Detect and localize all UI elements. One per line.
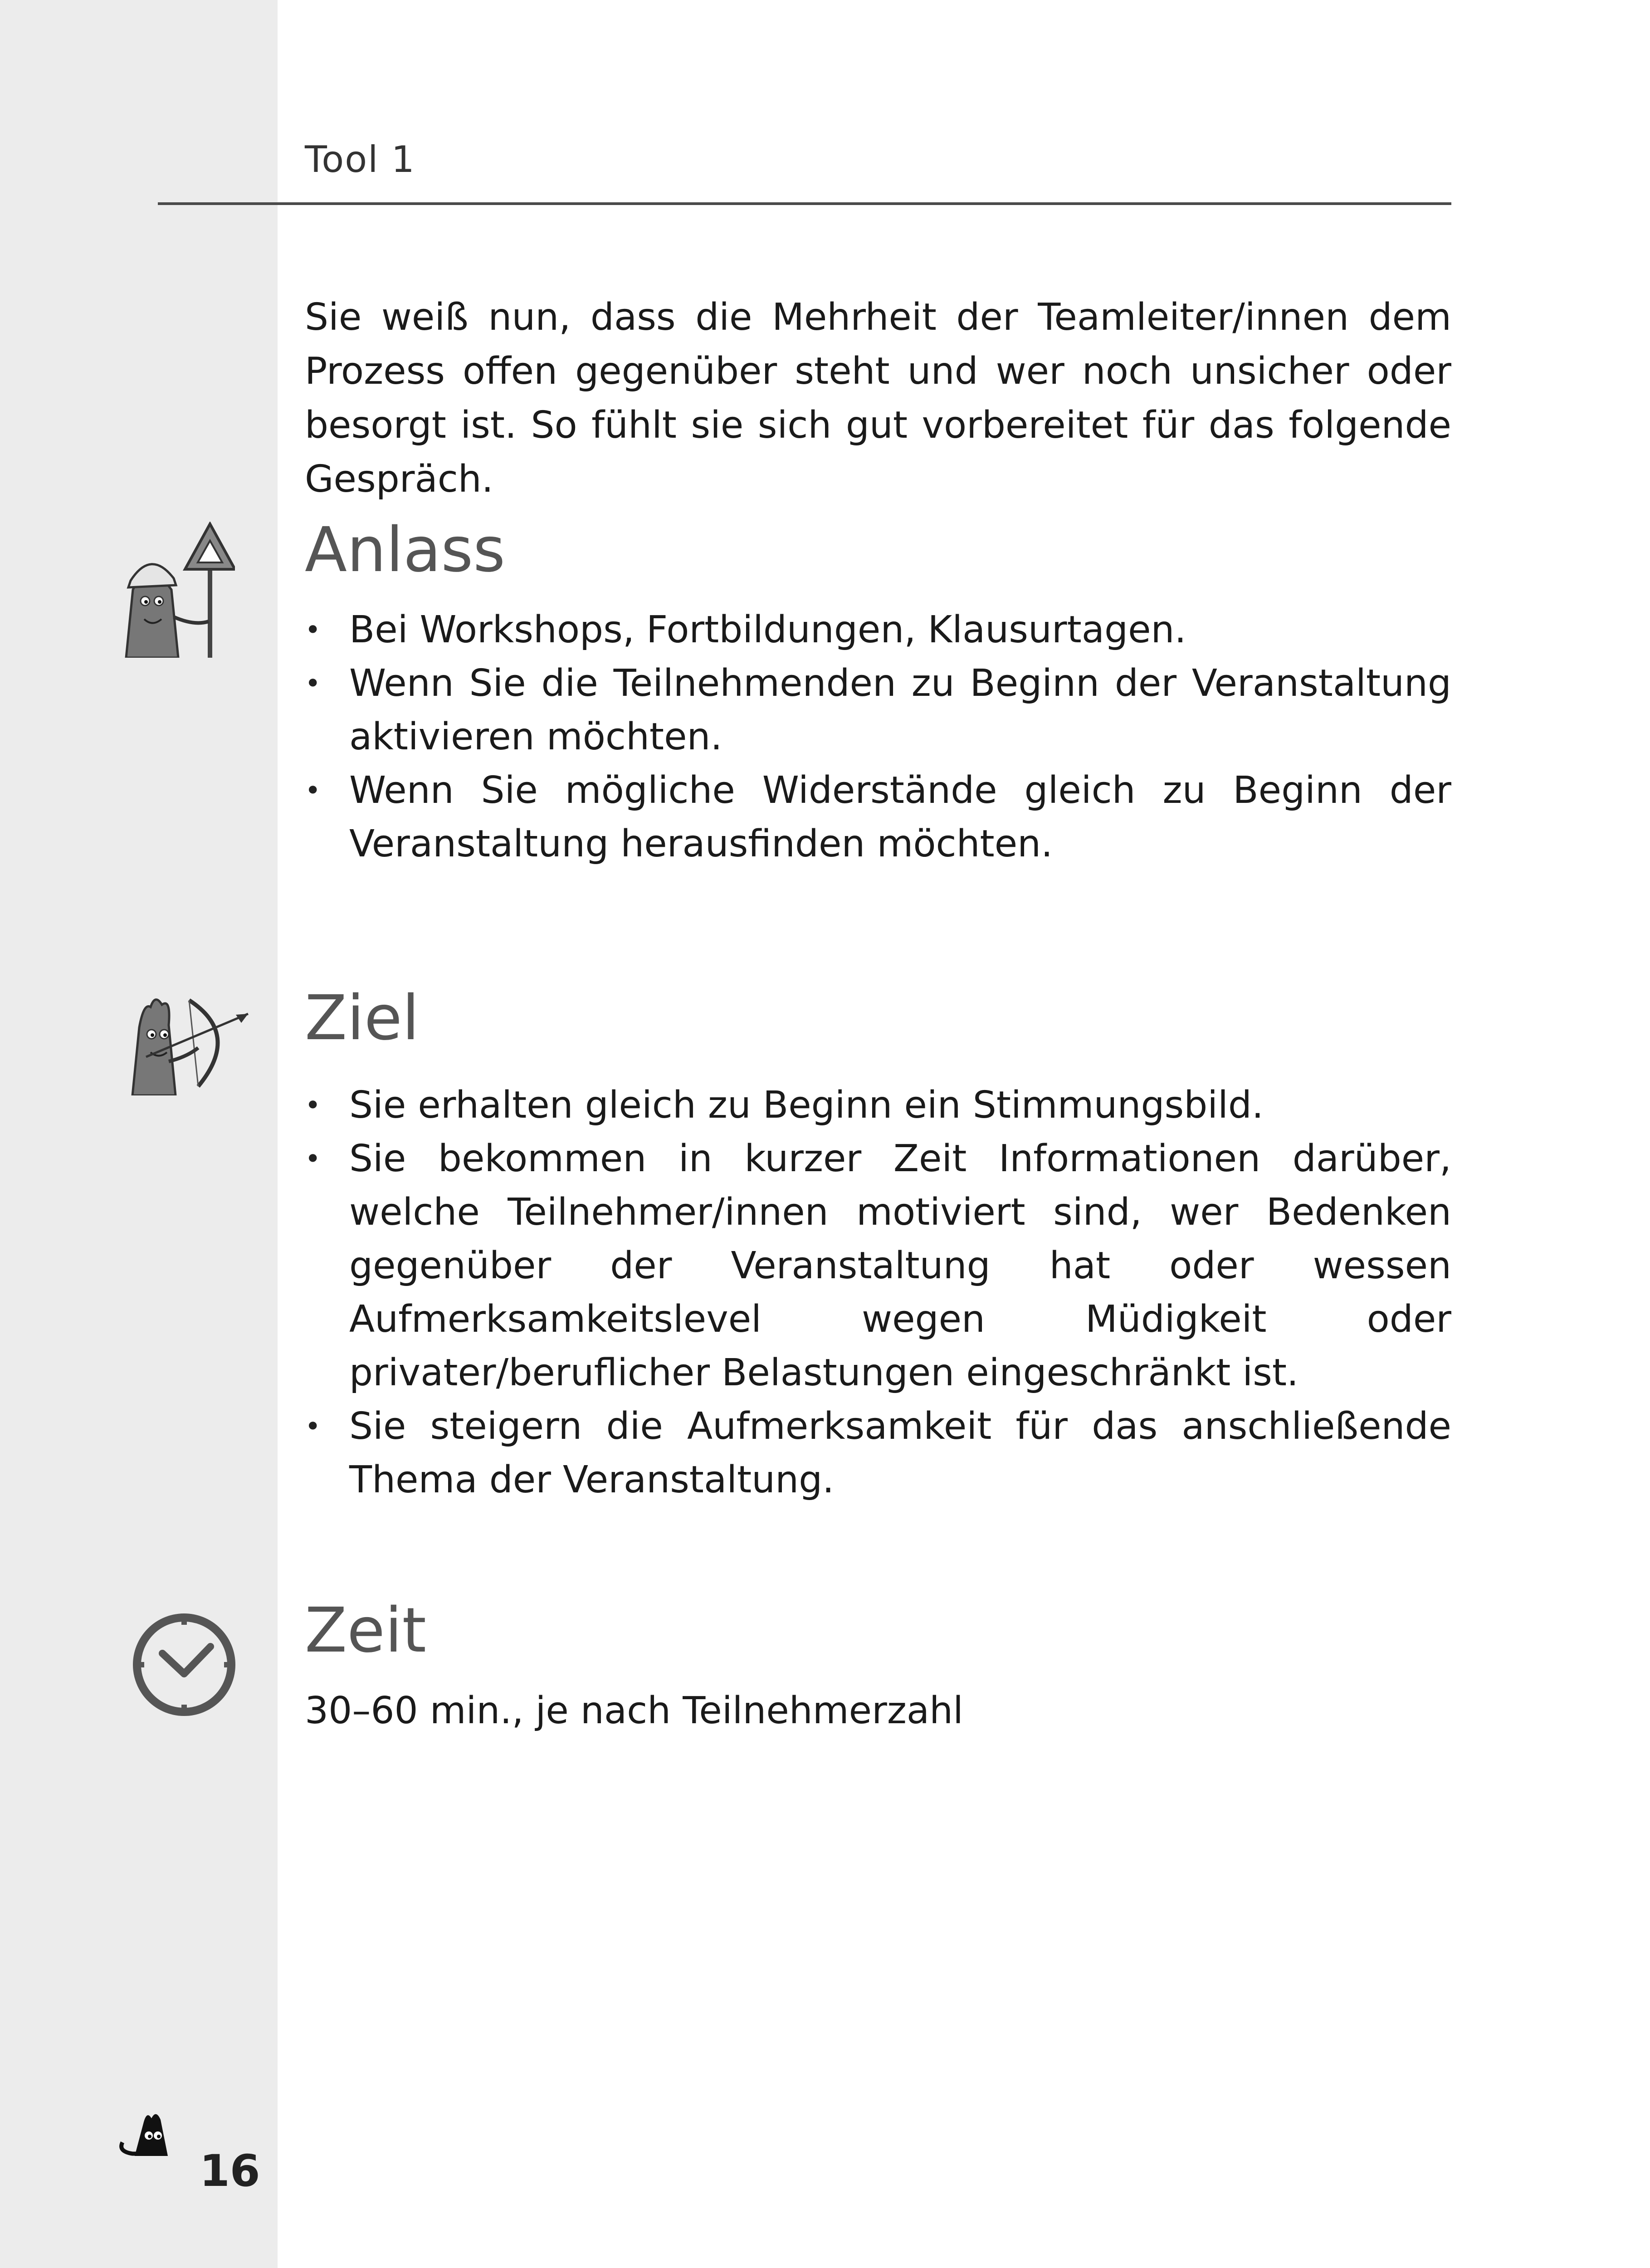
section-title-zeit: Zeit bbox=[305, 1595, 426, 1667]
running-head: Tool 1 bbox=[305, 138, 415, 181]
warning-sign-mascot-icon bbox=[117, 522, 235, 658]
section-title-ziel: Ziel bbox=[305, 982, 420, 1054]
list-item: • Wenn Sie die Teilnehmenden zu Beginn der Veranstaltung aktivieren möchten. bbox=[305, 657, 1451, 764]
intro-paragraph: Sie weiß nun, dass die Mehrheit der Teamleiter/innen dem Prozess offen gegenüber steht und wer noch unsicher oder besorgt ist. So fühlt sie sich gut vorbereitet für das folgende Gespräch. bbox=[305, 296, 1451, 501]
ziel-list bbox=[305, 1079, 1451, 1507]
list-item: • Sie bekommen in kurzer Zeit Informationen darüber, welche Teilnehmer/innen motiviert sind, wer Bedenken gegenüber der Veranstaltung hat oder wessen Aufmerksamkeitslevel wegen Müdigkeit oder privater/beruflicher Belastungen eingeschränkt ist. bbox=[305, 1132, 1451, 1400]
zeit-text: 30–60 min., je nach Teilnehmerzahl bbox=[305, 1689, 963, 1732]
list-item: • Bei Workshops, Fortbildungen, Klausurtagen. bbox=[305, 603, 1451, 657]
list-item: • Wenn Sie mögliche Widerstände gleich zu Beginn der Veranstaltung herausfinden möchten. bbox=[305, 764, 1451, 871]
margin-band bbox=[0, 0, 278, 2268]
list-item: • Sie steigern die Aufmerksamkeit für das anschließende Thema der Veranstaltung. bbox=[305, 1400, 1451, 1507]
mascot-logo-icon bbox=[119, 2108, 187, 2158]
list-item: • Sie erhalten gleich zu Beginn ein Stimmungsbild. bbox=[305, 1079, 1451, 1132]
page-number: 16 bbox=[200, 2146, 260, 2196]
anlass-list bbox=[305, 603, 1451, 871]
section-title-anlass: Anlass bbox=[305, 514, 506, 586]
clock-icon bbox=[130, 1610, 239, 1719]
header-rule bbox=[158, 202, 1451, 205]
archer-mascot-icon bbox=[119, 989, 250, 1095]
